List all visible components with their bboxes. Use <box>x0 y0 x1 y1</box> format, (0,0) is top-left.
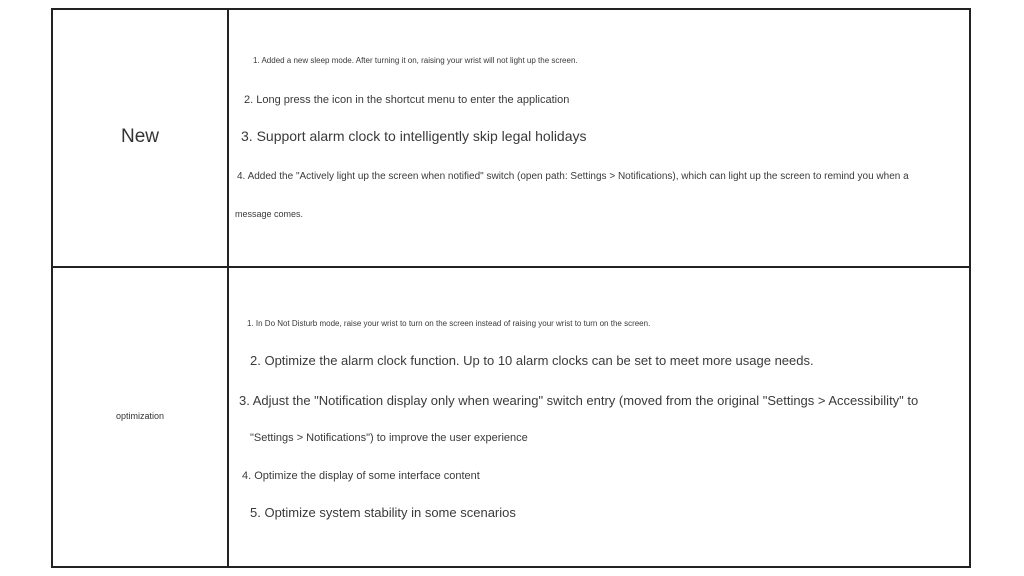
optimization-item-1: 1. In Do Not Disturb mode, raise your wrist to turn on the screen instead of raising your wrist to turn on the screen. <box>247 319 651 328</box>
optimization-item-2: 2. Optimize the alarm clock function. Up to 10 alarm clocks can be set to meet more usage needs. <box>250 353 814 368</box>
category-cell-optimization <box>53 268 229 566</box>
new-item-1: 1. Added a new sleep mode. After turning it on, raising your wrist will not light up the screen. <box>253 56 578 65</box>
table-row-optimization <box>53 268 969 566</box>
category-label-optimization: optimization <box>115 411 165 421</box>
optimization-item-3: 3. Adjust the "Notification display only when wearing" switch entry (moved from the original "Settings > Accessibility" to <box>239 393 919 408</box>
new-item-3: 3. Support alarm clock to intelligently skip legal holidays <box>241 128 587 144</box>
table-row-new <box>53 10 969 268</box>
changelog-table <box>51 8 971 568</box>
optimization-item-4: 4. Optimize the display of some interface content <box>242 470 480 482</box>
new-item-4-continued: message comes. <box>235 209 304 219</box>
optimization-item-3-continued: "Settings > Notifications") to improve the user experience <box>250 432 528 444</box>
new-item-4: 4. Added the "Actively light up the screen when notified" switch (open path: Settings > Notifications), which can light up the screen to remind you when a <box>237 171 909 182</box>
category-cell-new <box>53 10 229 266</box>
new-item-2: 2. Long press the icon in the shortcut menu to enter the application <box>244 94 570 106</box>
category-label-new: New <box>120 126 159 147</box>
optimization-item-5: 5. Optimize system stability in some scenarios <box>250 505 516 520</box>
